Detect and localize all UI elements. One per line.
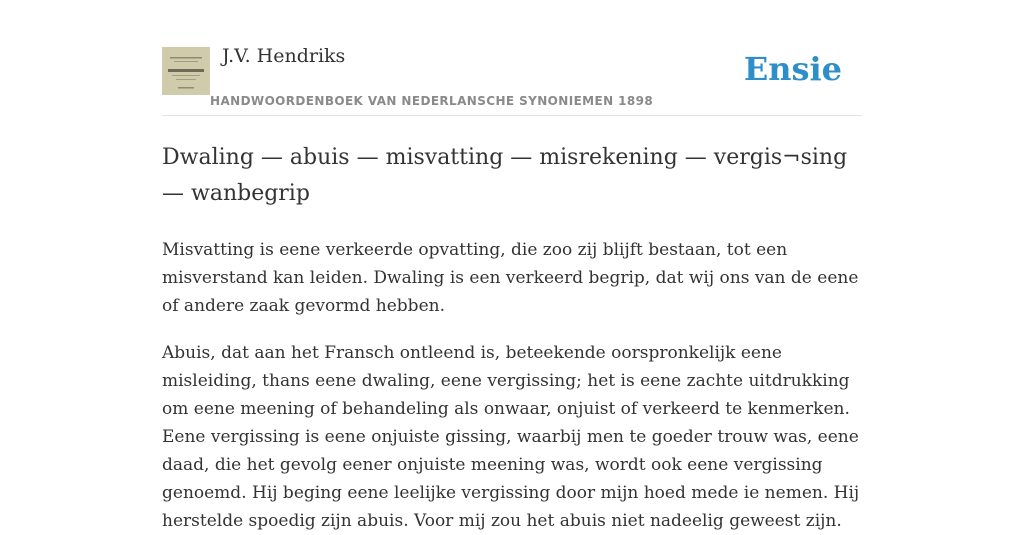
article-paragraph: Misvatting is eene verkeerde opvatting, die zoo zij blijft bestaan, tot een misverstand kan leiden. Dwaling is een verkeerd begrip, dat wij ons van de eene of andere zaak gevormd hebben.: [162, 240, 859, 316]
author-name[interactable]: J.V. Hendriks: [222, 45, 346, 67]
content-column: [162, 0, 862, 535]
article-paragraph: Abuis, dat aan het Fransch ontleend is, beteekende oorspronkelijk eene misleiding, thans eene dwaling, eene vergissing; het is eene zachte uitdrukking om eene meening of behandeling als onwaar, onjuist of verkeerd te kenmerken. Eene vergissing is eene onjuiste gissing, waarbij men te goeder trouw was, eene daad, die het gevolg eener onjuiste meening was, wordt ook eene vergissing genoemd. Hij beging eene leelijke vergissing door mijn hoed mede ie nemen. Hij herstelde spoedig zijn abuis. Voor mij zou het abuis niet nadeelig geweest zijn.: [162, 343, 860, 531]
header: [162, 0, 862, 116]
book-cover-avatar[interactable]: [162, 47, 210, 95]
source-title[interactable]: HANDWOORDENBOEK VAN NEDERLANSCHE SYNONIEMEN 1898: [210, 94, 654, 108]
book-cover-icon: [162, 47, 210, 95]
ensie-logo[interactable]: Ensie: [743, 50, 842, 88]
article-title: Dwaling — abuis — misvatting — misrekening — vergis¬sing — wanbegrip: [162, 145, 848, 206]
